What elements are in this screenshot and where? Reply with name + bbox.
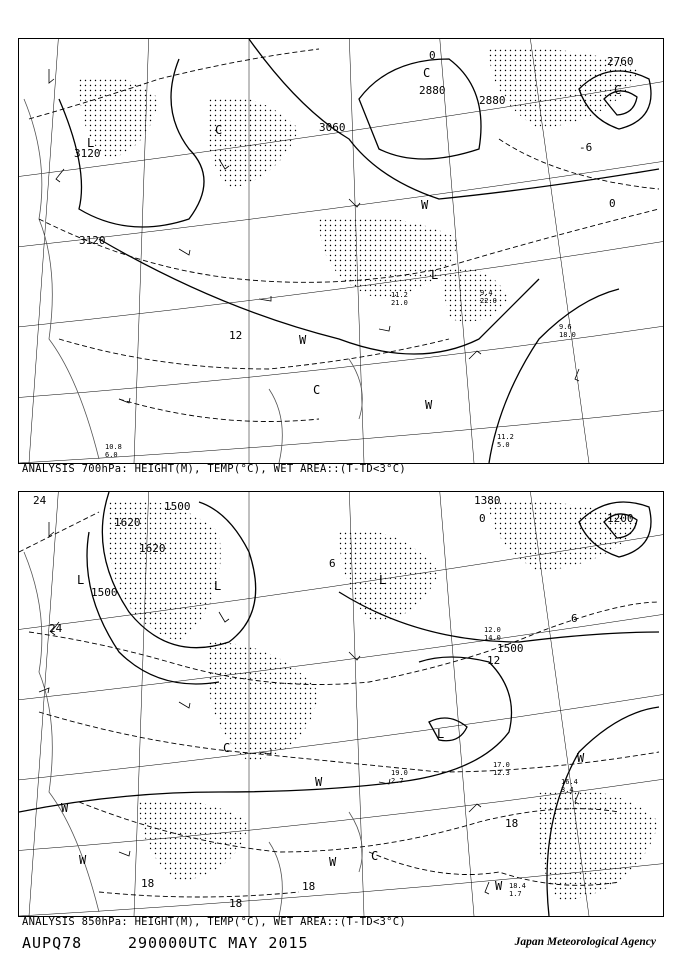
- cold-center: C: [614, 83, 622, 97]
- low-center: L: [214, 579, 222, 593]
- temp-label: 0: [479, 512, 486, 525]
- cold-center: C: [371, 849, 379, 863]
- station-value: 12.0: [484, 626, 501, 634]
- station-value: 12.3: [493, 769, 510, 777]
- height-label: 1620: [139, 542, 166, 555]
- height-label: 3060: [319, 121, 346, 134]
- height-label: 1500: [164, 500, 191, 513]
- temp-label: 0: [429, 49, 436, 62]
- warm-center: W: [61, 801, 69, 815]
- cold-center: C: [423, 66, 431, 80]
- low-center: L: [87, 136, 95, 150]
- height-label: 2760: [607, 55, 634, 68]
- temp-label: 18: [505, 817, 519, 830]
- warm-center: W: [79, 853, 87, 867]
- height-label: 3120: [74, 147, 101, 160]
- map-panel-700hpa: [18, 38, 664, 464]
- station-value: 2.7: [391, 777, 404, 785]
- warm-center: W: [315, 775, 323, 789]
- height-label: 2880: [479, 94, 506, 107]
- wet-areas: [109, 500, 659, 902]
- valid-time: 290000UTC MAY 2015: [128, 934, 309, 952]
- station-value: 1.7: [509, 890, 522, 898]
- cold-center: C: [313, 383, 321, 397]
- station-value: 11.2: [497, 433, 514, 441]
- temp-label: 18: [229, 897, 243, 910]
- temp-label: 6: [571, 612, 578, 625]
- station-value: 11.2: [391, 291, 408, 299]
- warm-center: W: [329, 855, 337, 869]
- height-label: 3120: [79, 234, 106, 247]
- temp-label: 6: [329, 557, 336, 570]
- agency-credit: Japan Meteorological Agency: [514, 936, 656, 948]
- low-center: L: [379, 573, 387, 587]
- temp-label: 12: [487, 654, 501, 667]
- caption-850hpa: ANALYSIS 850hPa: HEIGHT(M), TEMP(°C), WET AREA::(T-TD<3°C): [22, 916, 407, 928]
- station-value: 5.0: [497, 441, 510, 449]
- station-value: 3.4: [561, 786, 574, 794]
- chart-code: AUPQ78: [22, 934, 83, 952]
- warm-center: W: [577, 751, 585, 765]
- station-value: 19.0: [391, 769, 408, 777]
- station-value: 21.0: [391, 299, 408, 307]
- height-label: 2880: [419, 84, 446, 97]
- station-plots: [105, 289, 576, 459]
- chart-850hpa: [19, 492, 663, 916]
- temp-label: -6: [579, 141, 593, 154]
- station-value: 14.0: [484, 634, 501, 642]
- temp-label: 18: [141, 877, 155, 890]
- height-label: 1380: [474, 494, 501, 507]
- cold-center: C: [215, 123, 223, 137]
- low-center: L: [437, 727, 445, 741]
- height-label: 1200: [607, 512, 634, 525]
- low-center: L: [431, 268, 439, 282]
- temp-label: 24: [49, 622, 63, 635]
- chart-700hpa: [19, 39, 663, 463]
- height-label: 1500: [497, 642, 524, 655]
- station-value: 9.6: [559, 323, 572, 331]
- warm-center: W: [425, 398, 433, 412]
- station-value: 18.4: [509, 882, 526, 890]
- temp-label: 12: [229, 329, 243, 342]
- map-panel-850hpa: [18, 491, 664, 917]
- station-value: 6.0: [105, 451, 118, 459]
- temp-label: 24: [33, 494, 47, 507]
- low-center: L: [77, 573, 85, 587]
- temp-label: 0: [609, 197, 616, 210]
- height-label: 1620: [114, 516, 141, 529]
- station-value: 22.0: [480, 297, 497, 305]
- station-value: 9.4: [480, 289, 493, 297]
- caption-700hpa: ANALYSIS 700hPa: HEIGHT(M), TEMP(°C), WET AREA::(T-TD<3°C): [22, 463, 407, 475]
- temp-label: 18: [302, 880, 316, 893]
- height-label: 1500: [91, 586, 118, 599]
- station-value: 16.4: [561, 778, 578, 786]
- warm-center: W: [299, 333, 307, 347]
- warm-center: W: [421, 198, 429, 212]
- station-value: 10.8: [105, 443, 122, 451]
- warm-center: W: [495, 879, 503, 893]
- pressure-centers: [61, 573, 585, 893]
- cold-center: C: [223, 741, 231, 755]
- station-value: 18.0: [559, 331, 576, 339]
- station-value: 17.0: [493, 761, 510, 769]
